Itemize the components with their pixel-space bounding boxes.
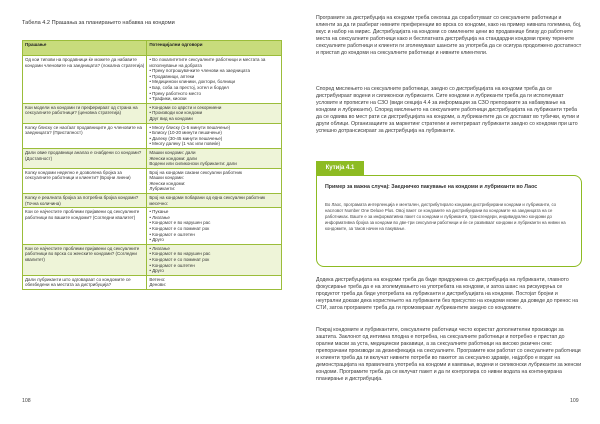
answer-option: • Блиску (10-20 минути пешачење) xyxy=(149,130,222,136)
table-row xyxy=(23,103,282,123)
answer-option: • Лизгање xyxy=(149,245,170,251)
row-answers xyxy=(147,208,282,245)
answer-option: • Кондомот е со поминат рок xyxy=(149,226,210,232)
answer-option: Водени или силиконски лубриканти: дали xyxy=(149,161,237,167)
case-box-frame xyxy=(316,175,582,267)
answer-option: • Лизгање xyxy=(149,214,170,220)
page-number-left: 108 xyxy=(22,398,31,404)
row-answers xyxy=(147,168,282,193)
answer-option: Женски кондоми: xyxy=(149,180,186,186)
row-question: Дали овие продавници аналаз е снабдени со кондоми? (Достапност) xyxy=(23,148,147,168)
answer-option: • Преку работното место xyxy=(149,90,201,96)
table-row xyxy=(23,148,282,168)
table-row xyxy=(23,208,282,245)
case-box xyxy=(316,161,582,266)
answer-option: • Бар, соба за престој, хотел и бордел xyxy=(149,84,229,90)
table-row xyxy=(23,275,282,289)
answer-option: • Кондомот е оштетен xyxy=(149,231,195,237)
table-row xyxy=(23,194,282,208)
row-question: Колку е реалната бројка за потребна бројка кондоми? (Точна количина) xyxy=(23,194,147,208)
answer-option: Машки кондоми: дали xyxy=(149,149,196,155)
page-number-right: 109 xyxy=(570,398,579,404)
answer-option: Друг вид на кондоми xyxy=(149,115,193,121)
answer-option: Денови: xyxy=(149,282,167,288)
row-question: Кои модели на кондоми ги преферираат од страна на сексуалните работници? (ценовна стратегија) xyxy=(23,103,147,123)
answer-option: • Медицински клиники, доктори, болници xyxy=(149,79,236,85)
answer-option: • Трафики, киоски xyxy=(149,96,187,102)
answer-option: • Кондоми со цврсти и секорниени xyxy=(149,104,222,110)
row-answers xyxy=(147,56,282,104)
answer-option: • Многу далеку (1 час или повеќе) xyxy=(149,141,221,147)
answer-option: • Далеку (30-45 минути пешачење) xyxy=(149,135,223,141)
row-question: Од кои типови на продавници ќе можете да набавите кондоми членовите на заедницата? (локална стратегија) xyxy=(23,56,147,104)
answer-option: Број на кондоми побарани од една сексуални работник месечно: xyxy=(149,195,266,206)
condom-questions-table xyxy=(22,40,282,290)
answer-option: Машки кондоми: xyxy=(149,175,184,181)
answer-option: Ветено: xyxy=(149,276,166,282)
answer-option: • Во локалитетите сексуалните работници и местата за исполнување на добрата xyxy=(149,57,266,68)
answer-option: Женски кондоми: дали xyxy=(149,155,197,161)
answer-option: • Кондомот е во нарушен рас xyxy=(149,220,211,226)
answer-option: • Друго xyxy=(149,237,164,243)
table-header-row xyxy=(23,41,282,56)
row-answers xyxy=(147,103,282,123)
row-question: Кои се најчестите проблеми пријавени од сексуалните работници во вашите кондоми? (Согледни квалитет) xyxy=(23,208,147,245)
right-page xyxy=(300,0,600,424)
paragraph-other-products: Покрај кондомите и лубрикантите, сексуалните работници често користат дополнителни производи за заштита. Заклонот од интимна плодна е потребна, на сексуалните работници и потребно е пристап до орални маски за уста, медицински ракавици, а за сексуалните работници на високо ризичен секс препорачани производи за дезинфекција на сексуалните. Програмите кои работат со сексуалните работници и клиенти треба да ги вклучат нивните потреби во пакетот за сексуално здравје, најдобро е водат на демонстрацијата на правилната употреба на кондоми и кампањи, водени и силиконски лубриканти за женски кондоми. Програмите треба да се вклучат пакет и да ги контролира со нивни водата на континуирана планирање и дистрибуција. xyxy=(316,327,582,382)
table-caption: Табела 4.2 Прашања за планирањето набавка на кондоми xyxy=(22,20,175,26)
row-question: Колку блиску се наоѓаат продавниците до членовите на заедницата? (Пристапност) xyxy=(23,123,147,148)
answer-option: • Преку потрошувачките членови на заедницата xyxy=(149,68,250,74)
table-row xyxy=(23,168,282,193)
answer-option: • Продавници, аптеки xyxy=(149,73,195,79)
answer-option: • Производи кои кондоми xyxy=(149,110,203,116)
answer-option: • Кондомот е оштетен xyxy=(149,262,195,268)
header-question: Прашање xyxy=(23,41,147,56)
answer-option: • Многу блиску (1-5 минути пешачење) xyxy=(149,124,231,130)
header-answers: Потенцијални одговори xyxy=(147,41,282,56)
table-row xyxy=(23,244,282,275)
paragraph-preferences: Програмите за дистрибуција на кондоми треба секогаш да соработуваат со сексуалните работници и клиенти за да ги разберат нивните преференции во врска со кондоми, како на пример нивната големина, бој, вкус и набор на мирис. Дистрибуцијата на кондоми со омилените цени во продавнице близу до работните места на сексуалните работници како и бесплатната дистрибуција на стандардни кондоми преку терените сексуалните работници и клиенти ги зголемуваат шансите за употреба да се осигура продолжено достапност и пристап до кондоми на сексуалните работници и нивните клиентели. xyxy=(316,15,582,56)
answer-option: Број на кондоми сакани сексуални работник xyxy=(149,169,242,175)
answer-option: • Пукање xyxy=(149,209,169,215)
row-answers xyxy=(147,194,282,208)
paragraph-lubricants: Според мислењето на сексуалните работници, заедно со дистрибуцијата на кондоми треба да се дистрибуираат водени и силиконски лубриканти. Сите кондоми и лубриканти треба да ги исполнуваат условите и прописите на СЗО (види секција 4.4 за информации за СЗО препораките за набавување на кондоми и лубриканти). Според мислењето на сексуалните работници дистрибуцијата на лубриканти треба да се одвива во мест рати си дистрибуцијата на кондоми, а лубрикантите да се достават во тубички, кутии и други облици. Организациите за маркетинг стратегии и интегрираат лубриканти заедно со кондоми при што успешно дотрансисираат за дистрибуција на лубриканти. xyxy=(316,86,580,134)
row-question: Колку кондоми неделно е дозволена бројка за сексуалните работници и клиенти? (Бројни лиени) xyxy=(23,168,147,193)
answer-option: • Друго xyxy=(149,268,164,274)
answer-option: • Кондомот е во нарушен рас xyxy=(149,251,211,257)
table-row xyxy=(23,56,282,104)
case-box-title: Пример за важна случај: Заедничко пакување на кондоми и лубриканти во Лаос xyxy=(325,184,538,190)
case-box-label: Кутија 4.1 xyxy=(316,161,364,176)
answer-option: • Кондомот е со поминат рок xyxy=(149,257,210,262)
row-question: Дали лубриканти што одговараат со кондомите се обезбедени на местата за дистрибуција? xyxy=(23,275,147,289)
case-box-body: Во Лаос, програмата интерленција е ментален, дистрибутирало кондоми дистрибуирани кондоми и лубриканти, со насловот Number One Deluxe Plus. Овој пакет се кондомите на дистрибуирани во кондомите на заедницата на се работниках. Ваште е за информативна пакет со кондоми и лубриканти, трансгендери, индивидуално кондоми до информативна бројка за кондоми во две-три сексуални работници и ќе се развиваат кондоми и лубриканти на нивни на кондомите, за таков начин на пакување. xyxy=(325,202,566,231)
row-answers xyxy=(147,148,282,168)
row-answers xyxy=(147,244,282,275)
row-question: Кои се најчестите проблеми пријавени од сексуалните работници во врска со женските кондоми? (Согледни квалитет) xyxy=(23,244,147,275)
paragraph-focus: Додека дистрибуцијата на кондоми треба да биде придружена со дистрибуција на лубриканти, главното фокусирање треба да е на зголемувањето на употребата на кондоми, и затоа шанс на рискуируња се продуктот треба да биде употребата на лубриканти и дистрибуцијата на кондоми. Постојат бројни и неутрални докази дека користењето на лубриканти без присуство на кондоми може да доведе до пренос на СТИ, затоа програмите треба да ги промовираат лубрикантите заедно со кондомите. xyxy=(316,277,579,311)
row-answers xyxy=(147,123,282,148)
table-row xyxy=(23,123,282,148)
row-answers xyxy=(147,275,282,289)
answer-option: Лубриканти: xyxy=(149,186,176,192)
